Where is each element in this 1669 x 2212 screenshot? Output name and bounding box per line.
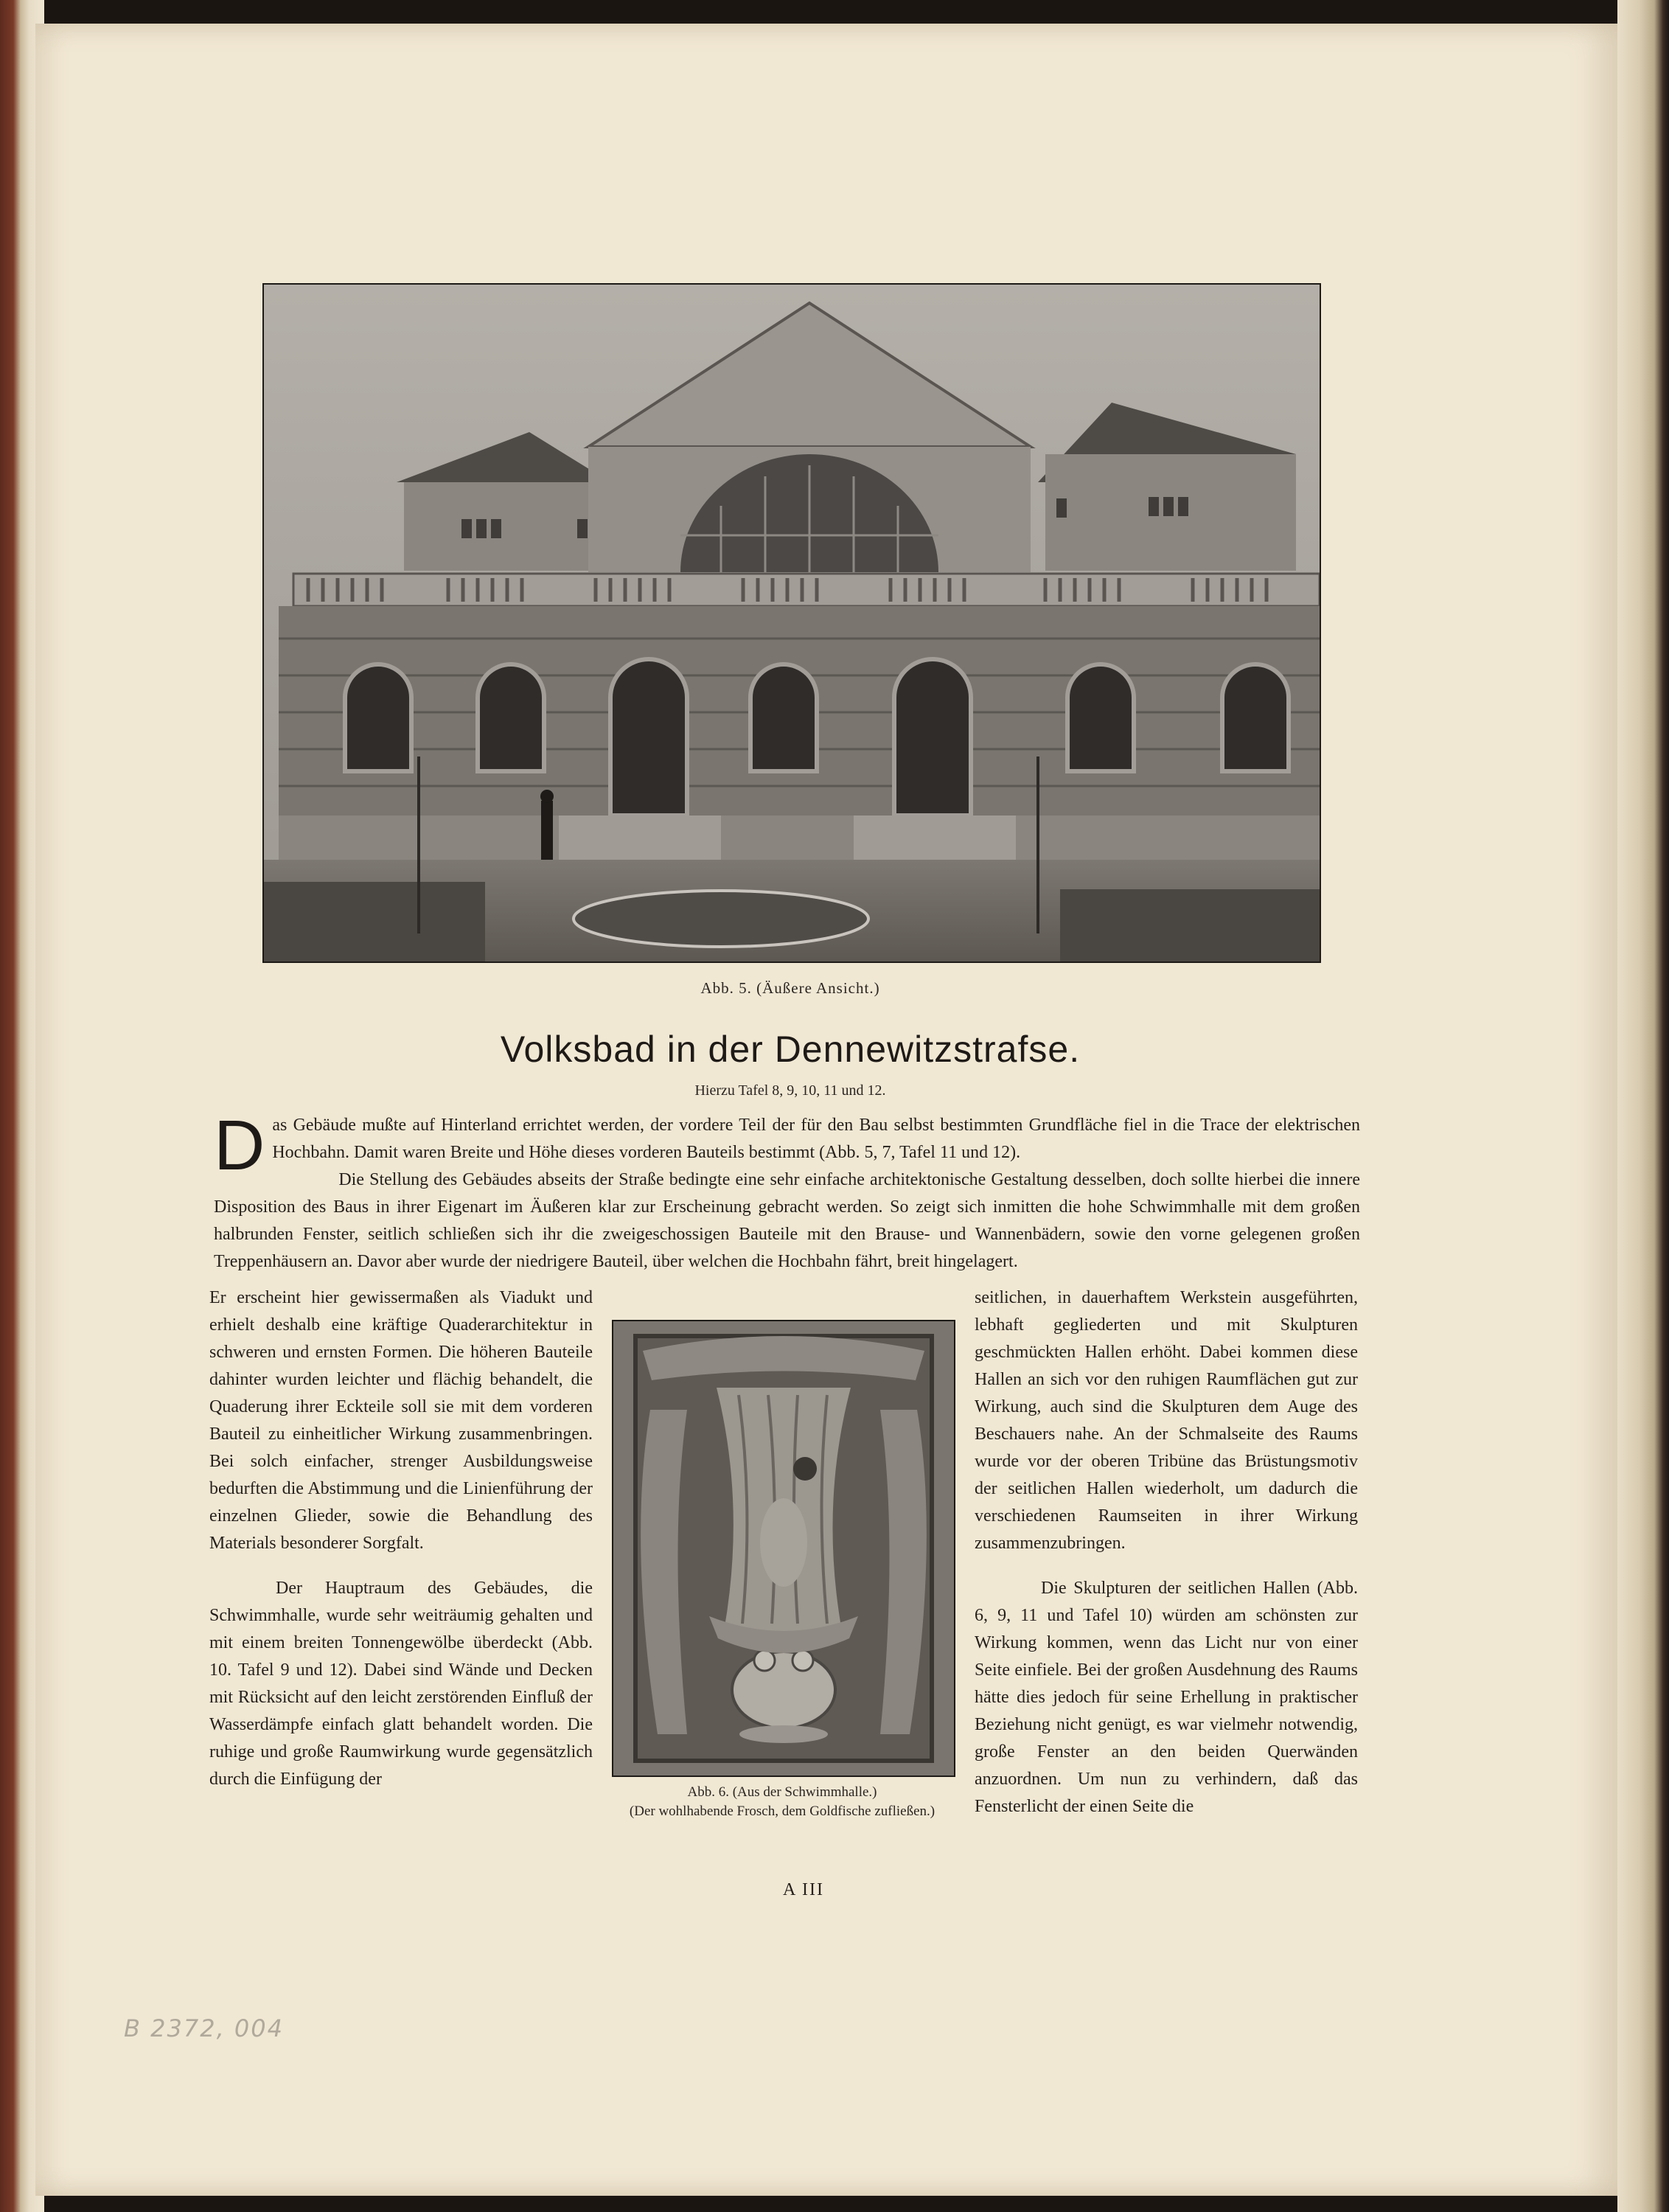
article-subtitle: Hierzu Tafel 8, 9, 10, 11 und 12. xyxy=(694,1082,886,1099)
frog-sculpture-photo xyxy=(612,1320,955,1777)
left-paragraph-2: Der Hauptraum des Gebäudes, die Schwimmhalle, wurde sehr weiträumig gehalten und mit einem breiten Tonnengewölbe überdeckt (Abb. 10. Tafel 9 und 12). Dabei sind Wände und Decken mit Rücksicht auf den leicht zerstörenden Einfluß der Wasserdämpfe einfach glatt behandelt worden. Die ruhige und große Raumwirkung wurde gegensätzlich durch die Einfügung der xyxy=(209,1579,593,1789)
right-paragraph-1: seitlichen, in dauerhaftem Werkstein ausgeführten, lebhaft gegliederten und mit Skulpturen geschmückten Hallen erhöht. Dabei kommen diese Hallen an sich vor den ruhigen Raumflächen gut zur Wirkung, auch sind die Skulpturen dem Auge des Beschauers nahe. An der Schmalseite des Raums wurde vor der oberen Tribüne das Brüstungsmotiv der seitlichen Hallen wiederholt, um dadurch die verschiedenen Raumseiten in ihrer Wirkung zusammenzubringen. xyxy=(975,1288,1358,1553)
figure-6-caption-line-1: Abb. 6. (Aus der Schwimmhalle.) xyxy=(687,1784,877,1800)
right-column xyxy=(975,1284,1358,1820)
left-paragraph-1: Er erscheint hier gewissermaßen als Viadukt und erhielt deshalb eine kräftige Quaderarchitektur in schweren und ernsten Formen. Die höheren Bauteile dahinter wurden leichter und flächig behandelt, die Quaderung ihrer Eckteile soll sie mit dem vorderen Bauteil zu einheitlicher Wirkung zusammenbringen. Bei solch einfacher, strenger Ausbildungsweise bedurften die Abstimmung und die Linienführung der einzelnen Glieder, sowie die Behandlung des Materials besonderer Sorgfalt. xyxy=(209,1288,593,1553)
right-paragraph-2: Die Skulpturen der seitlichen Hallen (Abb. 6, 9, 11 und Tafel 10) würden am schönsten zur Wirkung kommen, wenn das Licht nur von einer Seite einfiele. Bei der großen Ausdehnung des Raums hätte dies jedoch für seine Erhellung in praktischer Beziehung nicht genügt, es war vielmehr notwendig, große Fenster an den beiden Querwänden anzuordnen. Um nun zu verhindern, daß das Fensterlicht der einen Seite die xyxy=(975,1579,1358,1816)
page-number: A III xyxy=(783,1880,824,1899)
paragraph-2: Die Stellung des Gebäudes abseits der Straße bedingte eine sehr einfache architektonische Gestaltung desselben, doch sollte hierbei die innere Disposition des Baus in ihrer Eigenart im Äußeren klar zur Erscheinung gebracht werden. So zeigt sich inmitten die hohe Schwimmhalle mit dem großen halbrunden Fenster, seitlich schließen sich ihr die zweigeschossigen Bauteile mit den Brause- und Wannenbädern, sowie den vorne gelegenen großen Treppenhäusern an. Davor aber wurde der niedrigere Bauteil, über welchen die Hochbahn fährt, breit hingelagert. xyxy=(214,1170,1360,1271)
figure-6-caption-line-2: (Der wohlhabende Frosch, dem Goldfische zufließen.) xyxy=(629,1804,935,1819)
building-photo xyxy=(262,283,1321,963)
intro-text xyxy=(214,1106,1360,1276)
left-column xyxy=(209,1284,593,1793)
paragraph-1 xyxy=(214,1106,1360,1185)
archive-stamp: B 2372, 004 xyxy=(124,2014,284,2042)
paragraph-1-text: as Gebäude mußte auf Hinterland errichtet werden, der vordere Teil der für den Bau selbst bestimmten Grundfläche fiel in die Trace der elektrischen Hochbahn. Damit waren Breite und Höhe dieses vorderen Bauteils bestimmt (Abb. 5, 7, Tafel 11 und 12). xyxy=(272,1116,1360,1162)
article-title: Volksbad in der Dennewitzstrafse. xyxy=(500,1029,1081,1070)
figure-6-caption xyxy=(594,1783,970,1821)
figure-5-caption: Abb. 5. (Äußere Ansicht.) xyxy=(700,979,880,997)
drop-cap: D xyxy=(214,1106,265,1185)
page-stack-edge xyxy=(1617,0,1669,2212)
